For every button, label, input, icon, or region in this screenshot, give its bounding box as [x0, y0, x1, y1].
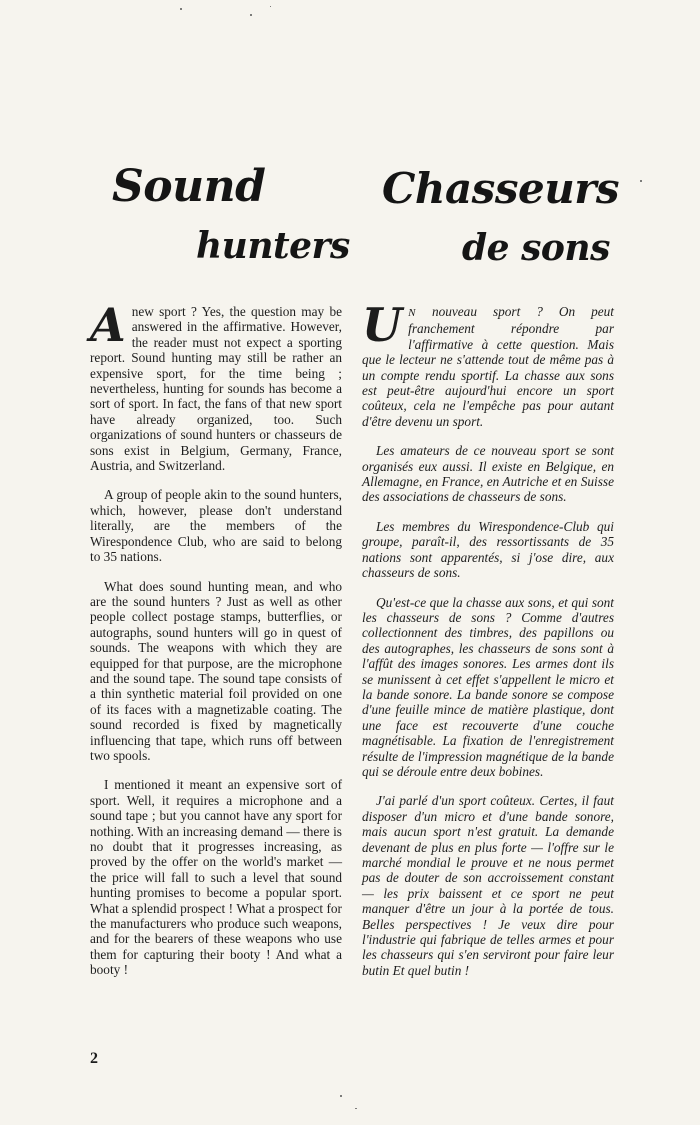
french-paragraph-4: Qu'est-ce que la chasse aux sons, et qui sont les chasseurs de sons ? Comme d'autres collectionnent des timbres, des papillons ou des autographes, les chasseurs de sons sont à l'affût des images sonores. Les armes dont ils se munissent à cet effet s'appellent le micro et la bande sonore. La bande sonore se compose d'une feuille mince de matière plastique, dont une face est recouverte d'une couche magnétisable. La fixation de l'enregistrement résulte de l'impression magnétique de la bande qui se déroule entre deux bobines.	[362, 594, 614, 779]
scan-speck	[180, 8, 182, 10]
english-column	[90, 298, 342, 992]
french-dropcap: U	[362, 298, 403, 352]
scan-speck	[270, 6, 271, 7]
english-dropcap: A	[90, 298, 126, 352]
scan-speck	[640, 180, 642, 182]
english-paragraph-3: What does sound hunting mean, and who are the sound hunters ? Just as well as other people collect postage stamps, butterflies, or autographs, sound hunters will go in quest of sounds. The weapons with which they are equipped for that purpose, are the microphone and the sound tape. The sound tape consists of a thin synthetic material foil provided on one of its faces with a magnetizable coating. The sound recorded is fixed by magnetically influencing that tape, which runs off between two spools.	[90, 578, 342, 763]
french-title-line2: de sons	[462, 227, 610, 269]
english-paragraph-1	[90, 298, 342, 474]
english-paragraph-4: I mentioned it meant an expensive sort of sport. Well, it requires a microphone and a sound tape ; but you cannot have any sport for nothing. With an increasing demand — there is no doubt that it progresses increasing, as proved by the offer on the world's market — the price will fall to such a level that sound hunting promises to become a popular sport. What a splendid prospect ! What a prospect for the manufacturers who produce such weapons, and for the bearers of these weapons who use them for capturing their booty ! And what a booty !	[90, 777, 342, 978]
french-lead-letter: N	[408, 307, 416, 319]
french-paragraph-1	[362, 298, 614, 429]
english-title-line1: Sound	[112, 161, 266, 212]
french-paragraph-3: Les membres du Wirespondence-Club qui groupe, paraît-il, des ressortissants de 35 nations sont apparentés, si j'ose dire, aux chasseurs de sons.	[362, 518, 614, 581]
english-title-line2: hunters	[196, 225, 350, 267]
scan-speck	[250, 14, 252, 16]
scan-speck	[355, 1108, 357, 1109]
french-title-line1: Chasseurs	[382, 164, 619, 213]
english-paragraph-2: A group of people akin to the sound hunters, which, however, please don't understand literally, are the members of the Wirespondence Club, who are said to belong to 35 nations.	[90, 487, 342, 565]
french-paragraph-2: Les amateurs de ce nouveau sport se sont organisés eux aussi. Il existe en Belgique, en Allemagne, en France, en Autriche et en Suisse des associations de chasseurs de sons.	[362, 443, 614, 505]
french-column	[362, 298, 614, 992]
french-paragraph-1-text: nouveau sport ? On peut franchement répondre par l'affirmative à cette question. Mais que le lecteur ne s'attende tout de même pas à un compte rendu sportif. La chasse aux sons est peut-être aujourd'hui encore un sport coûteux, cela ne l'empêche pas pour autant d'être devenu un sport.	[362, 304, 614, 429]
english-paragraph-1-text: new sport ? Yes, the question may be answered in the affirmative. However, the reader must not expect a sporting report. Sound hunting may still be rather an expensive sport, for the time being ; nevertheless, hunting for sounds has become a sort of sport. In fact, the fans of that new sport have already organized, too. Such organizations of sound hunters or chasseurs de sons exist in Belgium, Germany, France, Austria, and Switzerland.	[90, 304, 342, 474]
scan-speck	[340, 1095, 342, 1097]
french-paragraph-5: J'ai parlé d'un sport coûteux. Certes, il faut disposer d'un micro et d'une bande sonore, mais aucun sport n'est gratuit. La demande devenant de plus en plus forte — l'offre sur le marché mondial le prouve et ne nous permet pas de douter de son accroissement constant — les prix baissent et ce sport ne peut manquer d'être un jour à la portée de tous. Belles perspectives ! Je veux dire pour l'industrie qui fabrique de telles armes et pour les chasseurs qui s'en serviront pour faire leur butin Et quel butin !	[362, 793, 614, 978]
page-number: 2	[90, 1050, 98, 1067]
